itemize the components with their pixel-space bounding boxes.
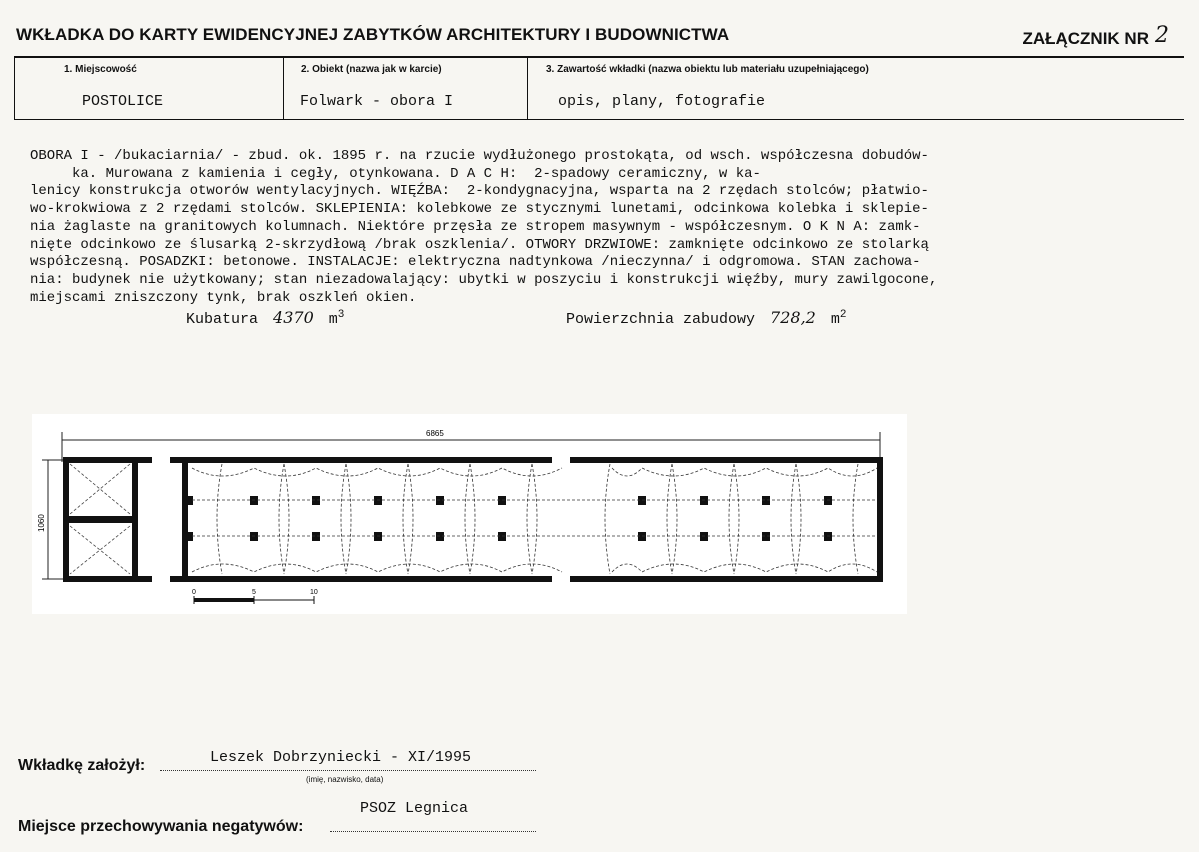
plan-width-dimension: 6865: [426, 429, 444, 438]
plan-columns: [187, 496, 832, 541]
description-block: [30, 148, 1165, 307]
description-line: nia: budynek nie użytkowany; stan niezadowalający: ubytki w poszyciu i konstrukcji więźby, mury zawilgocone,: [30, 271, 938, 288]
floor-plan: [32, 414, 907, 614]
area-field: [566, 308, 847, 328]
area-exponent: 2: [839, 309, 847, 321]
scale-tick-5: 5: [252, 589, 256, 596]
description-line: współczesną. POSADZKI: betonowe. INSTALACJE: elektryczna nadtynkowa /nieczynna/ i odgromowa. STAN zachowa-: [30, 254, 921, 271]
storage-dotted-line: [330, 831, 536, 832]
kubatura-field: [186, 308, 344, 328]
column-heading-location: 1. Miejscowość: [64, 64, 137, 75]
area-value: 728,2: [770, 308, 816, 327]
storage-value: PSOZ Legnica: [360, 800, 469, 817]
author-caption: (imię, nazwisko, data): [306, 775, 384, 784]
storage-label: Miejsce przechowywania negatywów:: [18, 818, 304, 835]
author-label: Wkładkę założył:: [18, 757, 146, 774]
plan-height-dimension: 1060: [37, 514, 46, 532]
column-heading-object: 2. Obiekt (nazwa jak w karcie): [301, 64, 442, 75]
annex-label-text: ZAŁĄCZNIK NR: [1022, 29, 1149, 48]
description-line: nięte odcinkowo ze ślusarką 2-skrzydłową /brak oszklenia/. OTWORY DRZWIOWE: zamknięte odcinkowo ze stolarką: [30, 236, 929, 253]
scale-tick-0: 0: [192, 589, 196, 596]
kubatura-exponent: 3: [337, 309, 345, 321]
description-line: miejscami zniszczony tynk, brak oszkleń okien.: [30, 289, 417, 306]
description-line: lenicy konstrukcja otworów wentylacyjnych. WIĘŹBA: 2-kondygnacyjna, wsparta na 2 rzędach stolców; płatwio-: [30, 183, 929, 200]
annex-label: [1022, 25, 1169, 50]
annex-number: 2: [1155, 23, 1169, 48]
author-value: Leszek Dobrzyniecki - XI/1995: [210, 749, 472, 766]
column-divider-2: [527, 56, 528, 120]
area-label: Powierzchnia zabudowy: [566, 311, 756, 328]
description-line: OBORA I - /bukaciarnia/ - zbud. ok. 1895 r. na rzucie wydłużonego prostokąta, od wsch. współczesna dobudów-: [30, 148, 929, 164]
kubatura-value: 4370: [273, 308, 314, 327]
content-value: opis, plany, fotografie: [558, 93, 766, 110]
table-top-rule: [14, 56, 1184, 58]
column-heading-content: 3. Zawartość wkładki (nazwa obiektu lub materiału uzupełniającego): [546, 64, 869, 75]
location-value: POSTOLICE: [82, 93, 164, 110]
description-line: nia żaglaste na granitowych kolumnach. Niektóre przęsła ze stropem masywnym - współczesnym. O K N A: zamk-: [30, 218, 921, 235]
column-divider-1: [283, 56, 284, 120]
description-line: wo-krokwiowa z 2 rzędami stolców. SKLEPIENIA: kolebkowe ze stycznymi lunetami, odcinkowa kolebka i sklepie-: [30, 201, 929, 218]
floor-plan-drawing: [32, 414, 907, 614]
object-value: Folwark - obora I: [300, 93, 454, 110]
scale-tick-10: 10: [310, 589, 318, 596]
area-unit: m: [830, 311, 840, 328]
author-dotted-line: [160, 770, 536, 771]
table-left-border: [14, 56, 15, 120]
form-title: WKŁADKA DO KARTY EWIDENCYJNEJ ZABYTKÓW ARCHITEKTURY I BUDOWNICTWA: [16, 25, 730, 44]
description-line: ka. Murowana z kamienia i cegły, otynkowana. D A C H: 2-spadowy ceramiczny, w ka-: [30, 165, 761, 182]
table-bottom-rule: [14, 119, 1184, 120]
kubatura-label: Kubatura: [186, 311, 259, 328]
kubatura-unit: m: [328, 311, 338, 328]
